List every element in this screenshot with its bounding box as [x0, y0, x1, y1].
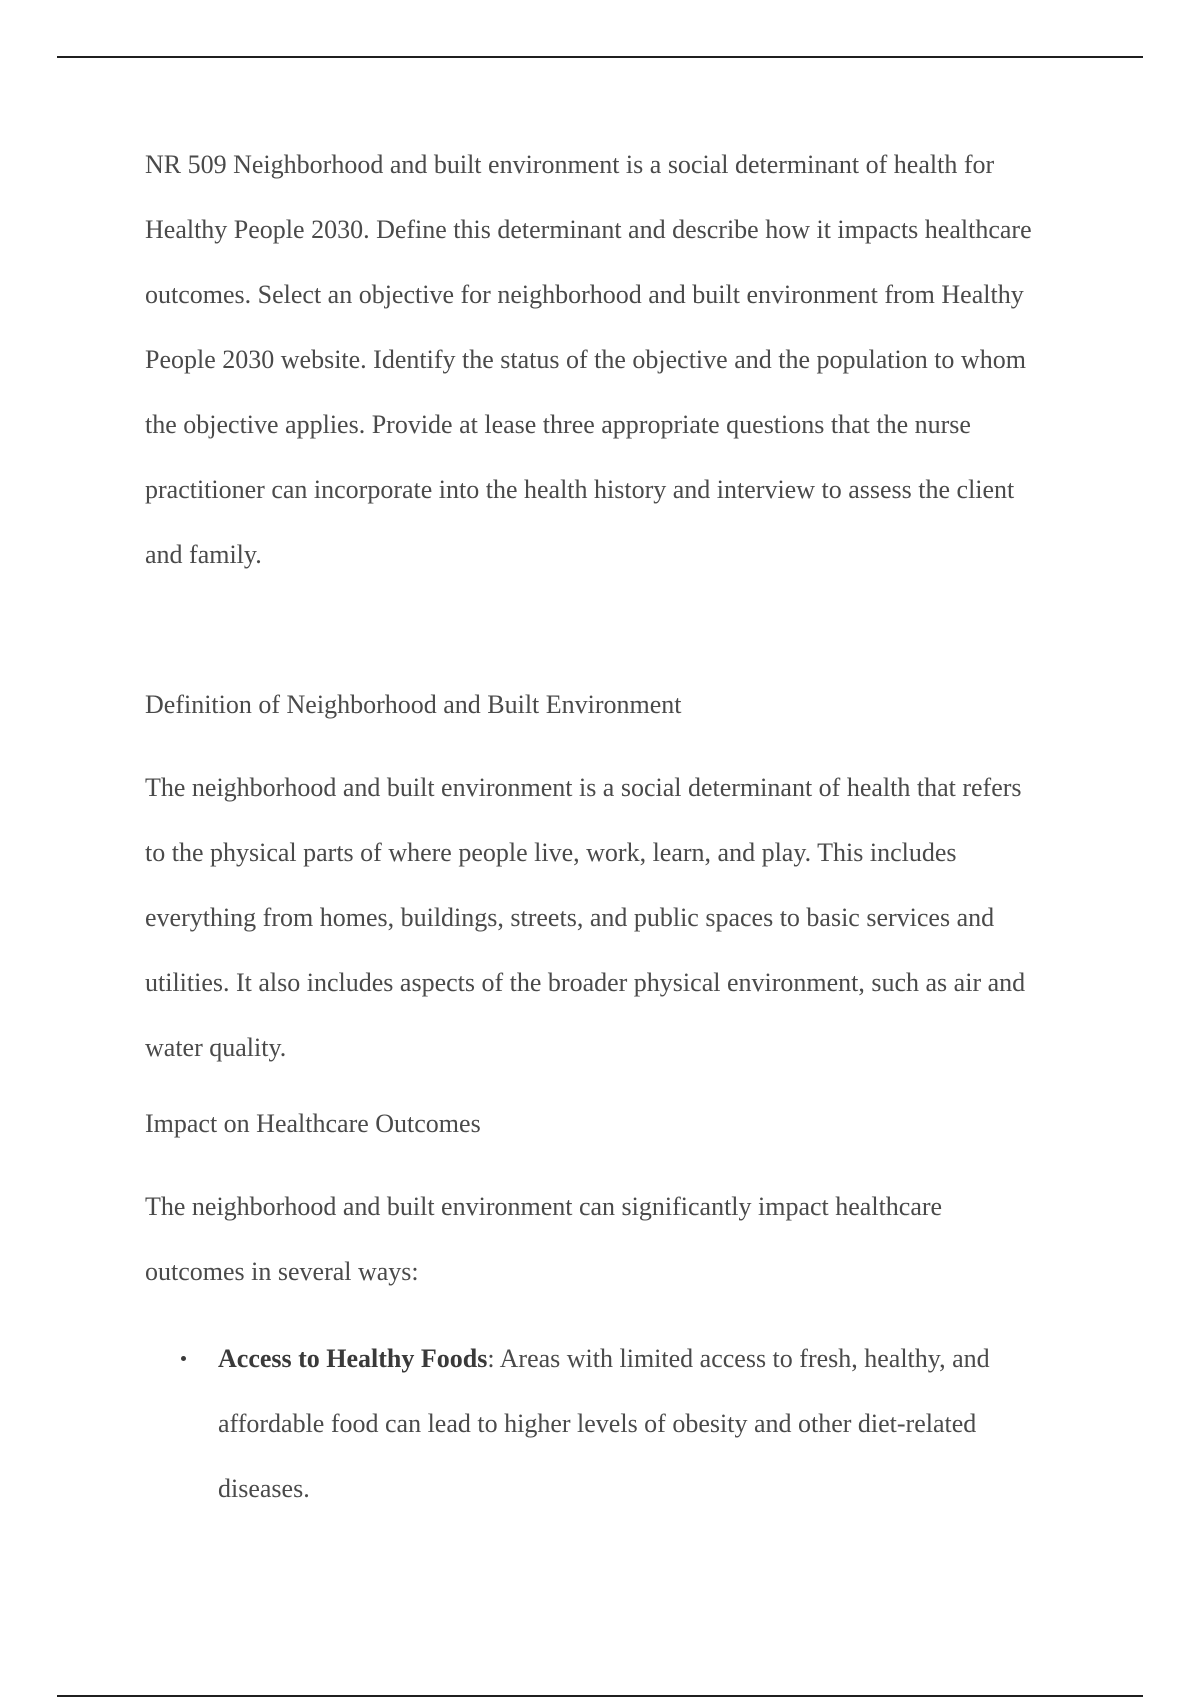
definition-heading: Definition of Neighborhood and Built Environment: [145, 690, 682, 719]
list-item: [145, 1326, 1045, 1521]
bullet-text: : Areas with limited access to fresh, healthy, and affordable food can lead to higher levels of obesity and other diet-related diseases.: [218, 1344, 990, 1503]
top-rule: [57, 56, 1143, 58]
assignment-prompt: NR 509 Neighborhood and built environment is a social determinant of health for Healthy People 2030. Define this determinant and describe how it impacts healthcare outcomes. Select an objective for neighborhood and built environment from Healthy People 2030 website. Identify the status of the objective and the population to whom the objective applies. Provide at lease three appropriate questions that the nurse practitioner can incorporate into the health history and interview to assess the client and family.: [145, 150, 1032, 569]
bottom-rule: [57, 1695, 1143, 1697]
document-body: [145, 132, 1045, 1521]
impact-bullet-list: [145, 1326, 1045, 1521]
definition-paragraph: The neighborhood and built environment is a social determinant of health that refers to the physical parts of where people live, work, learn, and play. This includes everything from homes, buildings, streets, and public spaces to basic services and utilities. It also includes aspects of the broader physical environment, such as air and water quality.: [145, 773, 1026, 1062]
bullet-icon: [181, 1356, 186, 1361]
impact-paragraph: The neighborhood and built environment can significantly impact healthcare outcomes in several ways:: [145, 1192, 943, 1286]
impact-heading: Impact on Healthcare Outcomes: [145, 1109, 481, 1138]
bullet-term: Access to Healthy Foods: [218, 1344, 488, 1373]
